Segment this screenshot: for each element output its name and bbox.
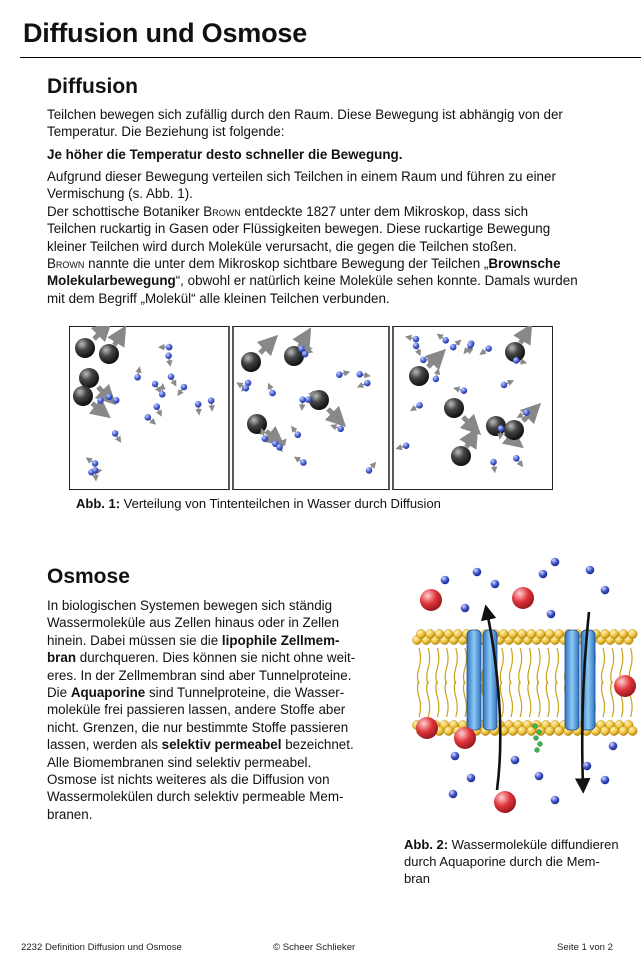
lipid-tail xyxy=(464,681,467,717)
water-molecule xyxy=(181,384,188,391)
title-divider xyxy=(20,57,641,58)
water-molecule xyxy=(491,580,500,589)
lipid-head xyxy=(545,726,554,735)
ink-motion-arrow xyxy=(328,409,339,420)
water-molecule xyxy=(294,431,301,438)
figure-2-illustration xyxy=(405,550,641,830)
water-molecule xyxy=(420,357,427,364)
caption-label: Abb. 1: xyxy=(76,496,121,511)
lipid-tail xyxy=(445,681,448,717)
lipid-tail xyxy=(519,648,522,684)
text-line xyxy=(47,203,627,220)
lipid-tail xyxy=(519,681,522,717)
text-line: Teilchen ruckartig in Gasen oder Flüssigkeiten bewegen. Diese ruckartige Bewegung xyxy=(47,221,551,237)
lipid-head xyxy=(426,629,435,638)
text-line xyxy=(47,649,392,666)
water-molecule xyxy=(144,414,151,421)
ink-particle xyxy=(247,414,267,434)
water-molecule xyxy=(513,357,520,364)
lipid-head xyxy=(628,726,637,735)
ink-motion-arrow xyxy=(92,403,103,412)
lipid-tail xyxy=(464,648,467,684)
lipid-tail xyxy=(418,681,421,717)
water-molecule xyxy=(153,403,160,410)
aquaporine-term: Aquaporine xyxy=(70,685,146,701)
ink-motion-arrow xyxy=(466,436,473,447)
water-molecule xyxy=(166,344,173,351)
lipid-head xyxy=(444,629,453,638)
aquaporin-subunit xyxy=(565,630,579,730)
solute-molecule xyxy=(416,717,438,739)
lipid-tail xyxy=(418,648,421,684)
lipid-tail xyxy=(537,681,540,717)
water-molecule xyxy=(498,425,505,432)
lipid-head xyxy=(554,726,563,735)
water-molecule xyxy=(300,459,307,466)
lipid-head xyxy=(416,629,425,638)
water-molecule xyxy=(535,772,544,781)
water-molecule xyxy=(601,776,610,785)
lipid-head xyxy=(453,629,462,638)
water-molecule xyxy=(97,397,104,404)
lipid-tail xyxy=(454,681,457,717)
water-molecule xyxy=(490,459,497,466)
water-molecule xyxy=(134,374,141,381)
water-molecule xyxy=(113,397,120,404)
text-line: kleiner Teilchen wird durch Moleküle verursacht, die gegen die Teilchen stoßen. xyxy=(47,238,517,254)
text-line: Vermischung (s. Abb. 1). xyxy=(47,186,193,202)
water-molecule xyxy=(441,576,450,585)
footer-document-id: 2232 Definition Diffusion und Osmose xyxy=(21,942,182,953)
aquaporin-subunit xyxy=(467,630,481,730)
lipid-tail xyxy=(436,681,439,717)
water-molecule xyxy=(467,342,474,349)
water-molecule xyxy=(208,397,215,404)
lipid-tail xyxy=(611,648,614,684)
lipid-tail xyxy=(528,681,531,717)
water-molecule xyxy=(168,373,175,380)
solute-molecule xyxy=(512,587,534,609)
text-line xyxy=(47,255,627,272)
lipid-head xyxy=(619,629,628,638)
lipid-tail xyxy=(510,648,513,684)
text-fragment: “, obwohl er natürlich keine Moleküle sehen konnte. Damals wurden xyxy=(175,273,578,289)
lipid-tail xyxy=(500,648,503,684)
text-line: Wassermolekülen durch selektiv permeable Mem- xyxy=(47,789,344,805)
ink-particle xyxy=(241,352,261,372)
lipid-head xyxy=(536,629,545,638)
ink-motion-arrow xyxy=(260,342,271,353)
brownsche-term: Brownsche xyxy=(488,256,561,272)
lipid-tail xyxy=(602,648,605,684)
ink-motion-arrow xyxy=(299,336,306,347)
temperature-rule: Je höher die Temperatur desto schneller die Bewegung. xyxy=(47,147,403,162)
water-molecule xyxy=(551,558,560,567)
lipid-tail xyxy=(427,648,430,684)
caption-line xyxy=(404,836,641,853)
text-line: nicht. Grenzen, die nur bestimmte Stoffe passieren xyxy=(47,719,349,735)
text-fragment: hinein. Dabei müssen sie die xyxy=(47,632,222,648)
lipid-tail xyxy=(510,681,513,717)
ink-particle xyxy=(409,366,429,386)
water-molecule xyxy=(261,435,268,442)
water-molecule xyxy=(305,396,312,403)
lipid-head xyxy=(610,629,619,638)
text-fragment: durchqueren. Dies können sie nicht ohne weit- xyxy=(76,650,356,666)
brown-name: Brown xyxy=(47,256,85,272)
ink-motion-arrow xyxy=(520,332,527,343)
text-fragment: lassen, werden als xyxy=(47,737,162,753)
text-line: In biologischen Systemen bewegen sich ständig xyxy=(47,598,333,613)
ink-motion-arrow xyxy=(114,334,121,345)
figure-1-caption xyxy=(76,495,441,512)
lipid-head xyxy=(610,726,619,735)
water-molecule xyxy=(449,790,458,799)
ink-particle xyxy=(451,446,471,466)
figure-2-caption xyxy=(404,836,641,887)
text-line: Teilchen bewegen sich zufällig durch den Raum. Diese Bewegung ist abhängig von der xyxy=(47,107,563,122)
glycocalyx-bead xyxy=(533,724,538,729)
diffusion-heading: Diffusion xyxy=(47,75,138,98)
text-line: Osmose ist nichts weiteres als die Diffusion von xyxy=(47,772,330,788)
water-molecule xyxy=(551,796,560,805)
lipid-head xyxy=(518,629,527,638)
lipid-tail xyxy=(556,648,559,684)
water-molecule xyxy=(243,385,250,392)
water-molecule xyxy=(106,393,113,400)
water-molecule xyxy=(299,396,306,403)
lipophile-term: bran xyxy=(47,650,77,666)
water-molecule xyxy=(513,455,520,462)
text-fragment: Die xyxy=(47,685,71,701)
glycocalyx-bead xyxy=(537,730,542,735)
ink-particle xyxy=(444,398,464,418)
text-line: eres. In der Zellmembran sind aber Tunnelproteine. xyxy=(47,667,352,683)
solute-molecule xyxy=(614,675,636,697)
water-molecule xyxy=(165,352,172,359)
text-line xyxy=(47,736,392,753)
water-molecule xyxy=(92,467,99,474)
lipid-head xyxy=(527,629,536,638)
glycocalyx-bead xyxy=(534,736,539,741)
water-molecule xyxy=(473,568,482,577)
caption-label: Abb. 2: xyxy=(404,837,449,852)
water-molecule xyxy=(601,586,610,595)
water-molecule xyxy=(501,382,508,389)
molekularbewegung-term: Molekularbewegung xyxy=(47,273,176,289)
ink-particle xyxy=(73,386,93,406)
water-molecule xyxy=(442,337,449,344)
lipid-head xyxy=(435,629,444,638)
water-molecule xyxy=(152,381,159,388)
lipophile-term: lipophile Zellmem- xyxy=(221,632,340,648)
lipid-head xyxy=(508,629,517,638)
lipid-head xyxy=(545,629,554,638)
water-molecule xyxy=(583,762,592,771)
ink-motion-arrow xyxy=(428,356,439,367)
water-molecule xyxy=(433,376,440,383)
diffusion-paragraph-1 xyxy=(47,106,627,141)
water-molecule xyxy=(302,351,309,358)
water-molecule xyxy=(356,371,363,378)
water-molecule xyxy=(416,402,423,409)
lipid-head xyxy=(444,726,453,735)
water-molecule xyxy=(195,401,202,408)
page-title: Diffusion und Osmose xyxy=(23,18,308,48)
lipid-head xyxy=(518,726,527,735)
caption-text: Wassermoleküle diffundieren xyxy=(448,837,619,852)
ink-particle xyxy=(486,416,506,436)
text-line: branen. xyxy=(47,806,93,822)
glycocalyx-bead xyxy=(538,742,543,747)
selektiv-permeabel-term: selektiv permeabel xyxy=(161,737,282,753)
lipid-head xyxy=(628,629,637,638)
lipid-tail xyxy=(556,681,559,717)
text-fragment: sind Tunnelproteine, die Wasser- xyxy=(145,685,345,701)
ink-particle xyxy=(504,420,524,440)
lipid-tail xyxy=(427,681,430,717)
caption-line: bran xyxy=(404,871,431,886)
text-fragment: Der schottische Botaniker xyxy=(47,203,204,219)
water-molecule xyxy=(511,756,520,765)
lipid-tail xyxy=(546,648,549,684)
lipid-tail xyxy=(611,681,614,717)
water-molecule xyxy=(337,426,344,433)
water-molecule xyxy=(159,391,166,398)
lipid-tail xyxy=(602,681,605,717)
water-molecule xyxy=(461,387,468,394)
text-line: mit dem Begriff „Molekül“ alle kleinen Teilchen verbunden. xyxy=(47,290,390,306)
brown-name: Brown xyxy=(203,203,241,219)
lipid-head xyxy=(554,629,563,638)
diffusion-paragraph-2 xyxy=(47,168,627,307)
ink-motion-arrow xyxy=(94,328,105,339)
lipid-head xyxy=(619,726,628,735)
text-fragment: entdeckte 1827 unter dem Mikroskop, dass sich xyxy=(240,203,529,219)
water-molecule xyxy=(336,371,343,378)
water-molecule xyxy=(586,566,595,575)
water-molecule xyxy=(269,390,276,397)
caption-text: Verteilung von Tintenteilchen in Wasser durch Diffusion xyxy=(120,496,441,511)
lipid-tail xyxy=(537,648,540,684)
water-molecule xyxy=(467,774,476,783)
text-line: Temperatur. Die Beziehung ist folgende: xyxy=(47,124,285,140)
text-fragment: bezeichnet. xyxy=(281,737,354,753)
solute-molecule xyxy=(494,791,516,813)
glycocalyx-bead xyxy=(535,748,540,753)
lipid-tail xyxy=(546,681,549,717)
solute-molecule xyxy=(454,727,476,749)
water-molecule xyxy=(609,742,618,751)
text-fragment: nannte die unter dem Mikroskop sichtbare Bewegung der Teilchen „ xyxy=(84,256,489,272)
water-molecule xyxy=(276,444,283,451)
text-line: Alle Biomembranen sind selektiv permeabel. xyxy=(47,754,312,770)
text-line xyxy=(47,272,627,289)
text-line xyxy=(47,684,392,701)
lipid-tail xyxy=(454,648,457,684)
ink-motion-arrow xyxy=(463,417,474,428)
lipid-tail xyxy=(528,648,531,684)
figure-1-illustration xyxy=(69,326,553,490)
text-line: Wassermoleküle aus Zellen hinaus oder in Zellen xyxy=(47,615,340,631)
footer-page-number: Seite 1 von 2 xyxy=(557,942,614,953)
osmose-heading: Osmose xyxy=(47,565,130,588)
water-molecule xyxy=(523,409,530,416)
water-molecule xyxy=(450,344,457,351)
lipid-head xyxy=(499,629,508,638)
water-molecule xyxy=(366,467,373,474)
ink-particle xyxy=(79,368,99,388)
osmose-paragraph xyxy=(47,597,392,823)
lipid-tail xyxy=(436,648,439,684)
water-molecule xyxy=(413,336,420,343)
text-line: Aufgrund dieser Bewegung verteilen sich Teilchen in einem Raum und führen zu einer xyxy=(47,169,556,184)
water-molecule xyxy=(485,345,492,352)
lipid-head xyxy=(600,629,609,638)
caption-line: durch Aquaporine durch die Mem- xyxy=(404,854,600,869)
ink-particle xyxy=(99,344,119,364)
solute-molecule xyxy=(420,589,442,611)
water-molecule xyxy=(403,442,410,449)
water-molecule xyxy=(539,570,548,579)
water-molecule xyxy=(547,610,556,619)
footer-copyright: © Scheer Schlieker xyxy=(273,942,356,953)
ink-particle xyxy=(75,338,95,358)
water-molecule xyxy=(461,604,470,613)
water-molecule xyxy=(112,430,119,437)
text-line xyxy=(47,632,392,649)
lipid-head xyxy=(600,726,609,735)
water-molecule xyxy=(413,343,420,350)
text-line: moleküle frei passieren lassen, andere Stoffe aber xyxy=(47,702,346,718)
lipid-head xyxy=(508,726,517,735)
water-molecule xyxy=(451,752,460,761)
water-molecule xyxy=(364,380,371,387)
lipid-tail xyxy=(445,648,448,684)
aquaporin-subunit xyxy=(483,630,497,730)
water-molecule xyxy=(92,460,99,467)
